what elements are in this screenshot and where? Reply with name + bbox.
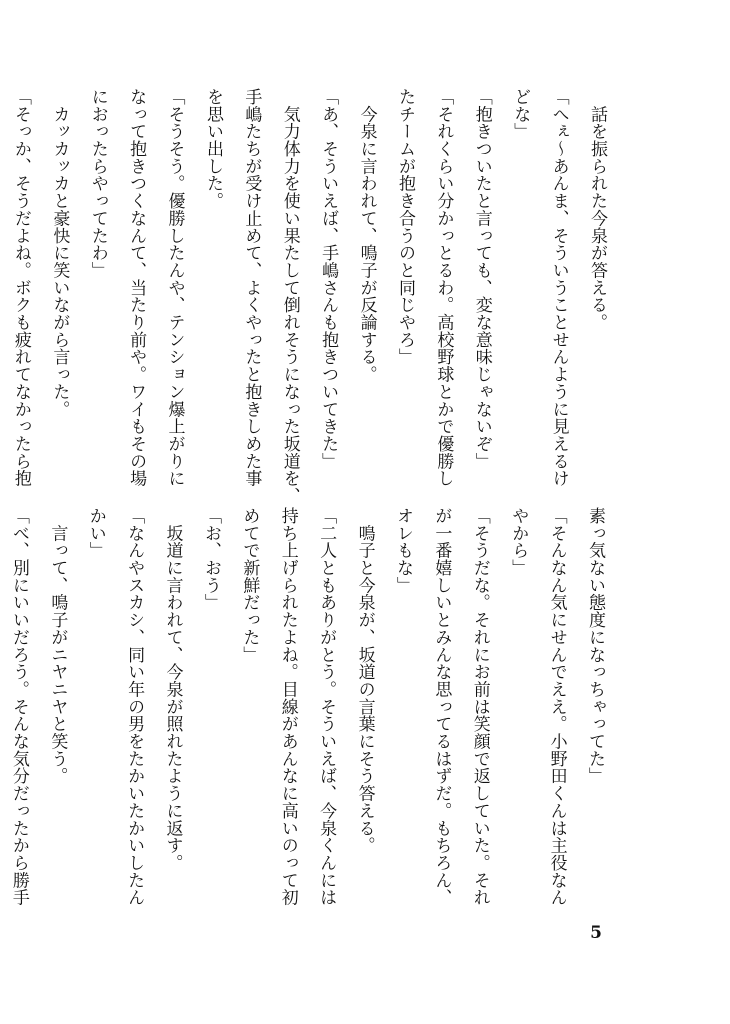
text-line: を思い出した。 (202, 88, 223, 210)
text-line: 「べ、別にいいだろう。そんな気分だったから勝手 (8, 507, 29, 907)
text-line: どな」 (510, 88, 531, 141)
text-line: オレもな」 (392, 507, 413, 594)
text-line: 「抱きついたと言っても、変な意味じゃないぞ」 (471, 88, 492, 470)
text-line: 話を振られた今泉が答える。 (587, 88, 607, 331)
text-line: 「そっか、そうだよね。ボクも疲れてなかったら抱 (10, 88, 31, 488)
page-number: 5 (590, 923, 602, 943)
text-line: におったらやってたわ」 (87, 88, 108, 279)
text-line: 鳴子と今泉が、坂道の言葉にそう答える。 (354, 507, 375, 854)
text-line: なって抱きつくなんて、当たり前や。ワイもその場 (126, 88, 147, 488)
text-line: カッカッカと豪快に笑いながら言った。 (49, 88, 70, 418)
text-line: 今泉に言われて、鳴子が反論する。 (356, 88, 377, 383)
text-line: 「二人ともありがとう。そういえば、今泉くんには (316, 507, 337, 907)
text-line: 持ち上げられたよね。目線があんなに高いのって初 (277, 507, 298, 907)
text-line (0, 88, 2, 493)
text-line: 「あ、そういえば、手嶋さんも抱きついてきた」 (318, 88, 339, 470)
text-line: 「なんやスカシ、同い年の男をたかいたかいしたん (124, 507, 145, 907)
text-line: やから」 (508, 507, 529, 577)
text-line: が一番嬉しいとみんな思ってるはずだ。もちろん、 (431, 507, 452, 907)
text-line: 手嶋たちが受け止めて、よくやったと抱きしめた事 (241, 88, 262, 488)
text-line: めてで新鮮だった」 (239, 507, 260, 664)
upper-text-block (10, 88, 616, 505)
text-line: 「お、おう」 (200, 507, 221, 612)
text-line: 坂道に言われて、今泉が照れたように返す。 (162, 507, 183, 872)
text-line: かい」 (85, 507, 106, 560)
lower-text-block (8, 507, 614, 907)
text-line: 「そうそう。優勝したんや、テンション爆上がりに (164, 88, 185, 488)
text-line: 気力体力を使い果たして倒れそうになった坂道を、 (279, 88, 300, 505)
text-line: 「へぇ〜あんま、そういうことせんように見えるけ (548, 88, 569, 488)
text-line: 素っ気ない態度になっちゃってた」 (585, 507, 605, 785)
text-line: 「それくらい分かっとるわ。高校野球とかで優勝し (433, 88, 454, 488)
text-line: 「そんなん気にせんでええ。小野田くんは主役なん (546, 507, 567, 907)
text-line: 「そうだな。それにお前は笑顔で返していた。それ (469, 507, 490, 907)
text-line: 言って、鳴子がニヤニヤと笑う。 (47, 507, 68, 785)
text-line: たチームが抱き合うのと同じやろ」 (394, 88, 415, 366)
